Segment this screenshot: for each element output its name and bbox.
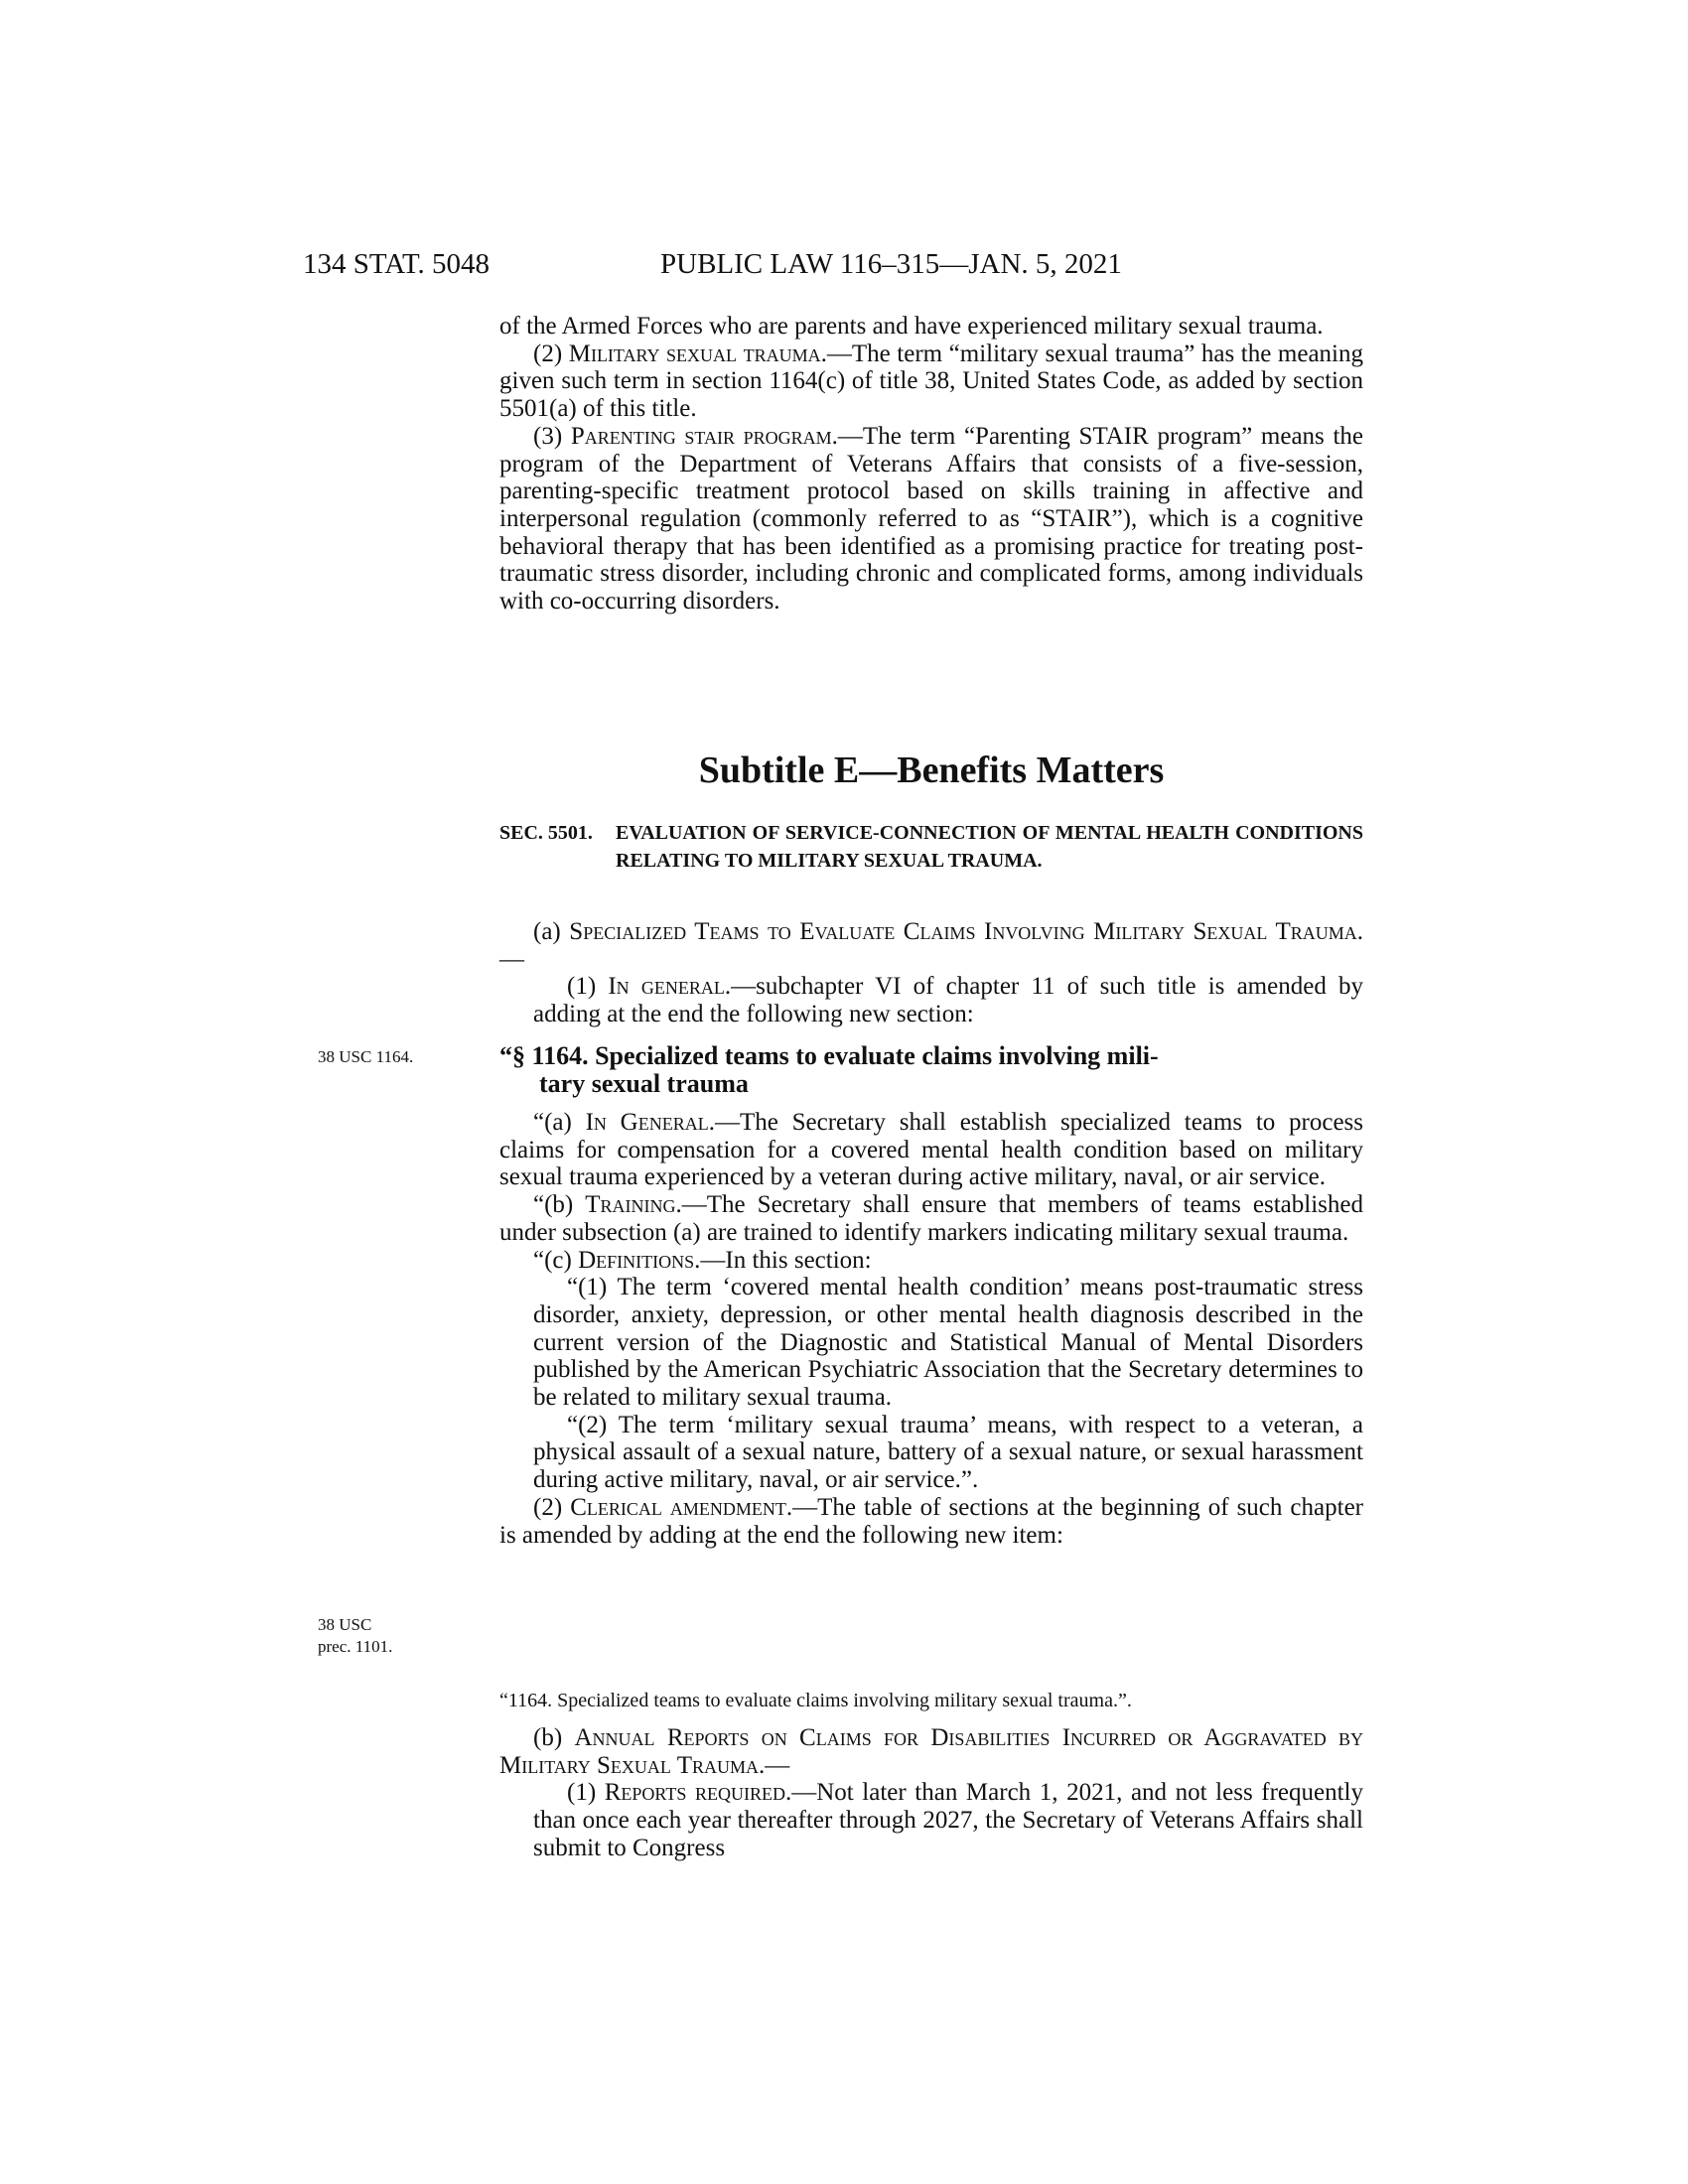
paragraph-text: .—The term “military sexual trauma” has the meaning given such term in section 1164(c) of title 38, United States Code, as added by section 5501(a) of this title. xyxy=(499,340,1363,423)
subsection-in-general xyxy=(499,1109,1363,1191)
paragraph-label: (b) xyxy=(533,1724,575,1751)
paragraph-text: .—In this section: xyxy=(694,1246,872,1274)
paragraph-label: (1) xyxy=(567,1779,605,1807)
paragraph-dash: .— xyxy=(499,918,1364,973)
paragraph-text: .—Not later than March 1, 2021, and not less frequently than once each year thereafter through 2027, the Secretary of Veterans Affairs shall submit to Congress xyxy=(533,1779,1363,1861)
subsection-a-block xyxy=(499,918,1363,1028)
paragraph-term: Reports required xyxy=(604,1779,785,1807)
section-heading-line: “§ 1164. Specialized teams to evaluate claims involving mili- xyxy=(499,1041,1159,1070)
paragraph-label: “(a) xyxy=(533,1109,586,1136)
definition-covered-mental-health-condition: “(1) The term ‘covered mental health condition’ means post-traumatic stress disorder, anxiety, depression, or other mental health diagnosis described in the current version of the Diagnostic and Statistical Manual of Mental Disorders published by the American Psychiatric Association that the Secretary determines to be related to military sexual trauma. xyxy=(533,1274,1363,1412)
paragraph-parenting-stair-program xyxy=(499,423,1363,615)
paragraph-term: Specialized Teams to Evaluate Claims Involving Military Sexual Trauma xyxy=(569,918,1357,945)
paragraph-label: “(c) xyxy=(533,1246,579,1274)
running-header xyxy=(303,244,1204,284)
subsection-b-heading xyxy=(499,1724,1363,1779)
definition-military-sexual-trauma: “(2) The term ‘military sexual trauma’ means, with respect to a veteran, a physical assault of a sexual nature, battery of a sexual nature, or sexual harassment during active military, naval, or air service.”. xyxy=(533,1411,1363,1494)
paragraph-label: (1) xyxy=(567,973,609,1001)
section-heading-line: tary sexual trauma xyxy=(539,1069,749,1098)
paragraph-dash: .— xyxy=(759,1751,790,1779)
paragraph-text: .—The Secretary shall ensure that members of teams established under subsection (a) are trained to identify markers indicating military sexual trauma. xyxy=(499,1191,1363,1246)
paragraph-text: .—The table of sections at the beginning of such chapter is amended by adding at the end the following new item: xyxy=(499,1493,1363,1549)
paragraph-clerical-amendment xyxy=(499,1494,1363,1549)
paragraph-term: Clerical amendment xyxy=(570,1493,786,1521)
paragraph-term: Definitions xyxy=(578,1246,695,1274)
subsection-training xyxy=(499,1191,1363,1246)
paragraph-in-general xyxy=(499,973,1363,1027)
paragraph-label: (3) xyxy=(533,422,571,450)
section-title: EVALUATION OF SERVICE-CONNECTION OF MENTAL HEALTH CONDITIONS RELATING TO MILITARY SEXUAL TRAUMA. xyxy=(616,822,1363,872)
section-1164-heading xyxy=(499,1042,1363,1098)
table-of-sections-item: “1164. Specialized teams to evaluate claims involving military sexual trauma.”. xyxy=(499,1690,1132,1711)
paragraph-term: In general xyxy=(608,973,725,1001)
page-reference: 134 STAT. 5048 xyxy=(303,248,491,280)
section-1164-text xyxy=(499,1109,1363,1549)
paragraph-reports-required xyxy=(499,1779,1363,1861)
subsection-b-block xyxy=(499,1724,1363,1862)
paragraph-label: “(b) xyxy=(533,1191,586,1219)
subsection-definitions xyxy=(499,1247,1363,1275)
margin-note-line: 38 USC xyxy=(318,1615,372,1634)
paragraph-term: Annual Reports on Claims for Disabilities Incurred or Aggravated by Military Sexual Trauma xyxy=(499,1724,1364,1779)
subsection-a-heading xyxy=(499,918,1363,973)
paragraph-label: (2) xyxy=(533,1493,571,1521)
section-number: SEC. 5501. xyxy=(499,822,593,844)
paragraph-text: .—The Secretary shall establish specialized teams to process claims for compensation for a covered mental health condition based on military sexual trauma experienced by a veteran during active military, naval, or air service. xyxy=(499,1109,1363,1191)
paragraph-term: Parenting stair program xyxy=(570,422,832,450)
paragraph-military-sexual-trauma xyxy=(499,341,1363,423)
paragraph-label: (a) xyxy=(533,918,570,945)
subtitle-heading: Subtitle E—Benefits Matters xyxy=(698,750,1165,791)
paragraph-text: .—subchapter VI of chapter 11 of such title is amended by adding at the end the following new section: xyxy=(533,973,1364,1028)
definitions-block xyxy=(499,313,1363,615)
paragraph-term: Military sexual trauma xyxy=(568,340,821,367)
margin-note-line: prec. 1101. xyxy=(318,1637,393,1656)
margin-note-usc-1164: 38 USC 1164. xyxy=(318,1047,414,1066)
paragraph-term: In General xyxy=(585,1109,709,1136)
paragraph-label: (2) xyxy=(533,340,569,367)
paragraph-term: Training xyxy=(585,1191,676,1219)
law-title: PUBLIC LAW 116–315—JAN. 5, 2021 xyxy=(660,248,1122,280)
paragraph-text: .—The term “Parenting STAIR program” means the program of the Department of Veterans Affairs that consists of a five-session, parenting-specific treatment protocol based on skills training in affective and interpersonal regulation (commonly referred to as “STAIR”), which is a cognitive behavioral therapy that has been identified as a promising practice for treating post-traumatic stress disorder, including chronic and complicated forms, among individuals with co-occurring disorders. xyxy=(499,422,1363,615)
margin-note-usc-prec-1101 xyxy=(318,1614,392,1658)
paragraph-continuation: of the Armed Forces who are parents and have experienced military sexual trauma. xyxy=(499,313,1324,340)
section-header xyxy=(499,819,1363,875)
